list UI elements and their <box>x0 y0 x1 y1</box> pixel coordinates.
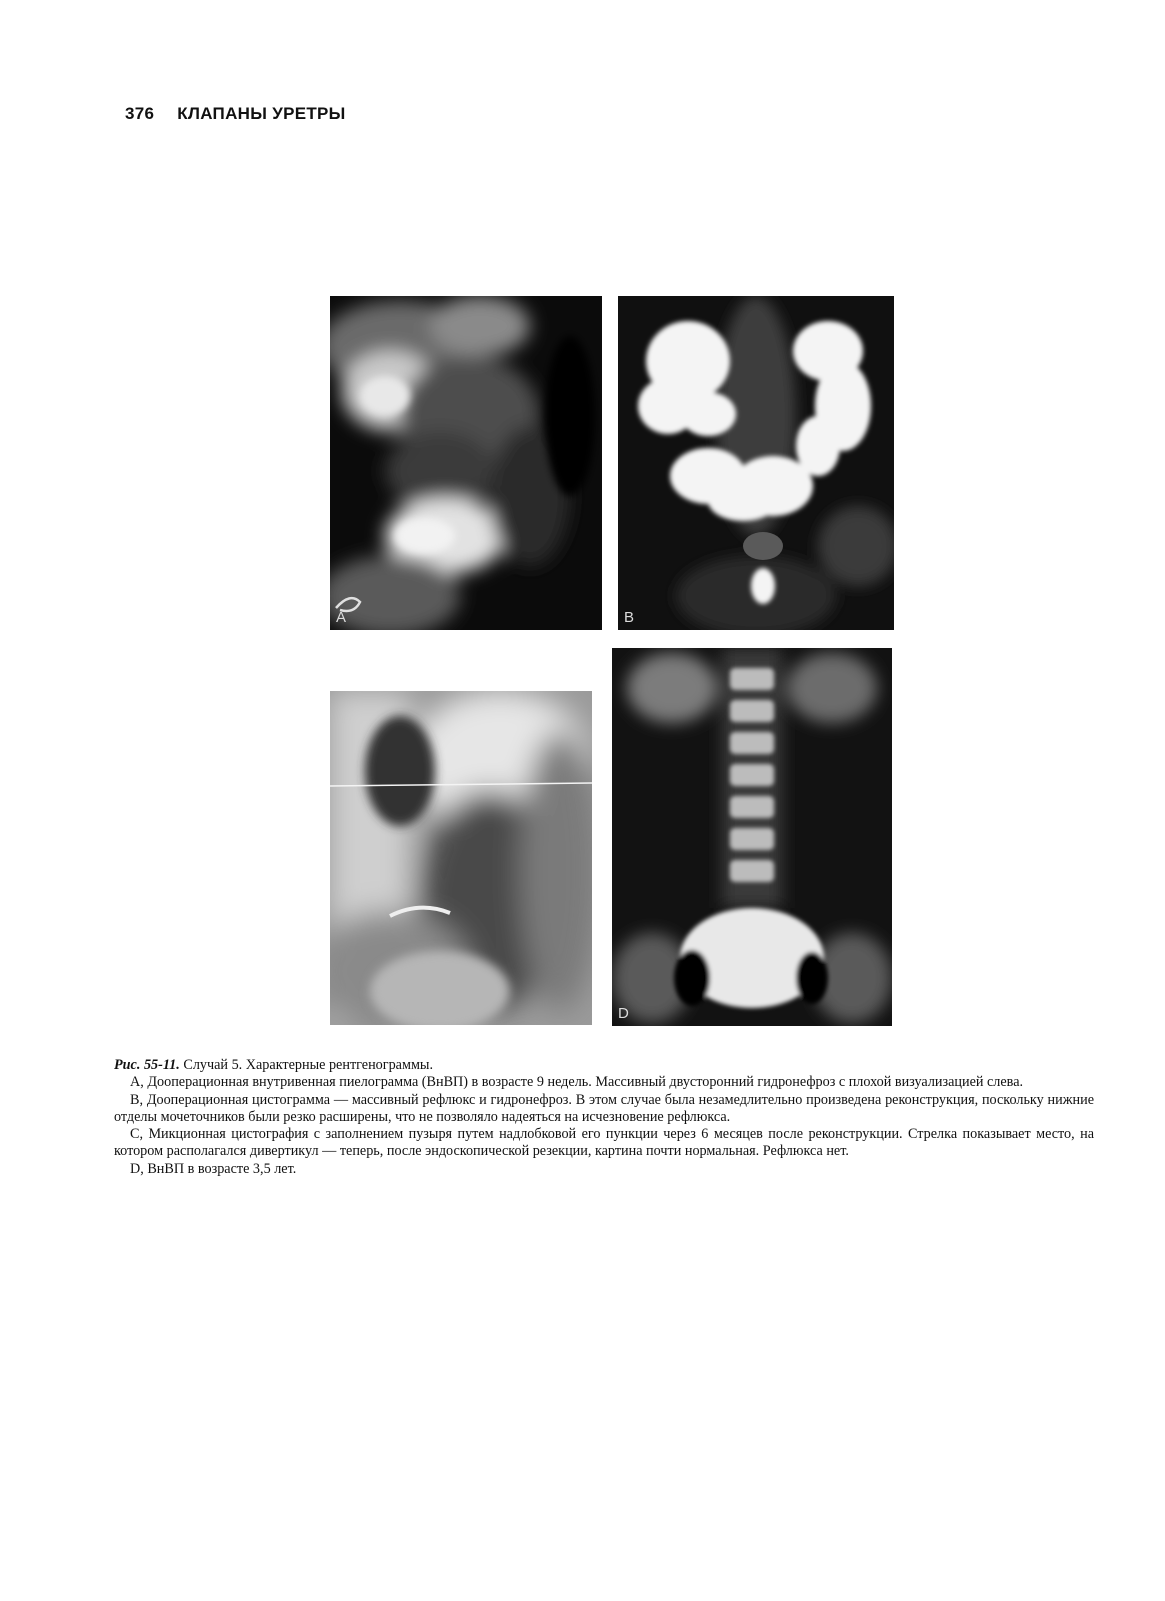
caption-paragraph-c: C, Микционная цистография с заполнением пузыря путем надлобковой его пункции через 6 месяцев после реконструкции. Стрелка показывает место, на котором располагался дивертикул — теперь, после эндоскопической резекции, картина почти нормальная. Рефлюкса нет. <box>114 1126 1094 1160</box>
panel-label-b: B <box>624 609 635 626</box>
panel-label-d: D <box>618 1005 629 1022</box>
radiograph-a-image <box>330 296 602 630</box>
caption-paragraph-a: A, Дооперационная внутривенная пиелограмма (ВнВП) в возрасте 9 недель. Массивный двусторонний гидронефроз с плохой визуализацией слева. <box>130 1074 1024 1091</box>
figure-caption <box>114 1057 1094 1178</box>
running-title: КЛАПАНЫ УРЕТРЫ <box>177 104 346 123</box>
radiograph-d-image <box>612 648 892 1026</box>
caption-title-line <box>114 1057 1094 1074</box>
panel-label-a: A <box>336 609 347 626</box>
radiograph-panel-c <box>330 691 592 1025</box>
radiograph-panel-b <box>618 296 894 630</box>
caption-paragraph-d: D, ВнВП в возрасте 3,5 лет. <box>130 1160 297 1177</box>
radiograph-panel-d <box>612 648 892 1026</box>
page-number: 376 <box>125 104 155 123</box>
caption-title: Случай 5. Характерные рентгенограммы. <box>179 1057 433 1073</box>
caption-paragraph-b: B, Дооперационная цистограмма — массивный рефлюкс и гидронефроз. В этом случае была незамедлительно произведена реконструкция, поскольку нижние отделы мочеточников были резко расширены, что не позволяло надеяться на исчезновение рефлюкса. <box>114 1091 1094 1125</box>
radiograph-c-image <box>330 691 592 1025</box>
radiograph-b-image <box>618 296 894 630</box>
radiograph-panel-a <box>330 296 602 630</box>
figure-reference: Рис. 55-11. <box>114 1057 180 1073</box>
